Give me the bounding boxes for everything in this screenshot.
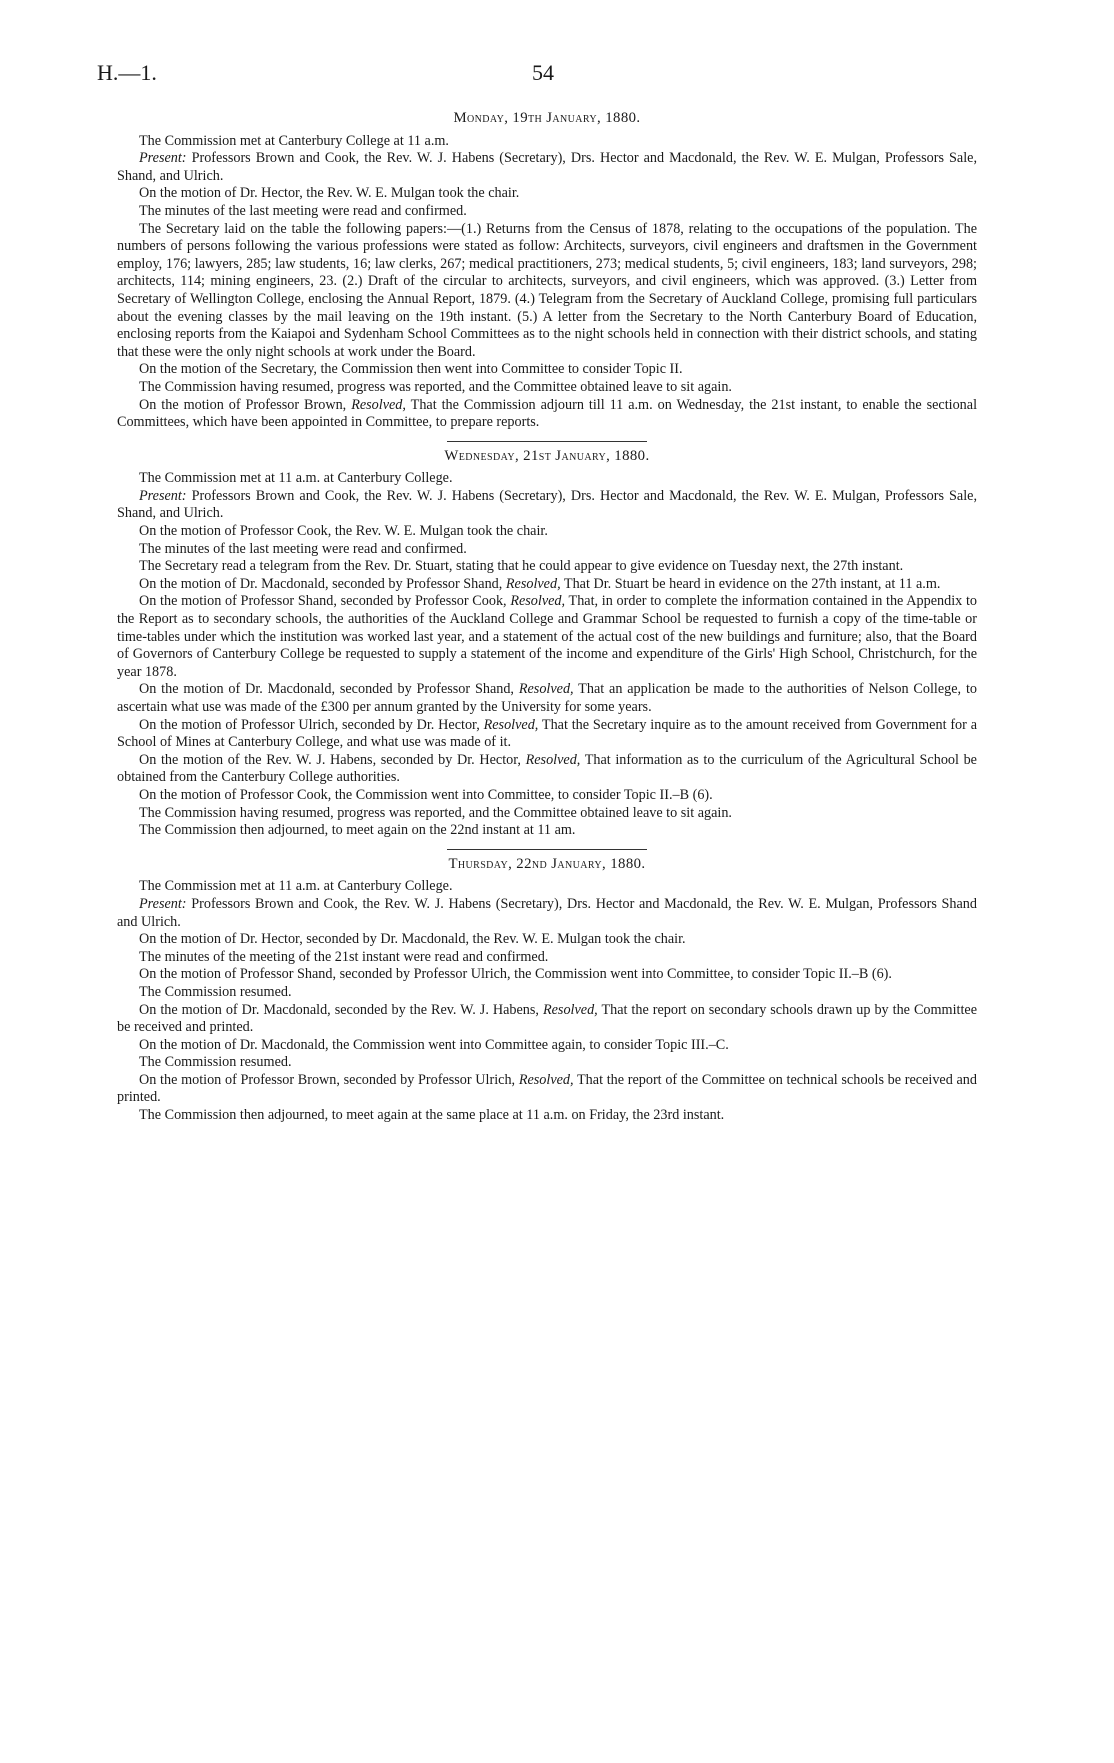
paragraph-text: The Commission resumed. xyxy=(139,1054,292,1071)
paragraph xyxy=(117,541,977,559)
motion-text: On the motion of Professor Ulrich, seconded by Dr. Hector, xyxy=(139,716,484,733)
present-label: Present: xyxy=(139,150,187,167)
paragraph xyxy=(117,185,977,203)
paragraph-text: On the motion of Professor Shand, seconded by Professor Ulrich, the Commission went into Committee, to consider Topic II.–B (6). xyxy=(139,966,892,983)
paragraph-text: On the motion of Dr. Hector, seconded by Dr. Macdonald, the Rev. W. E. Mulgan took the chair. xyxy=(139,931,686,948)
paragraph xyxy=(117,752,977,787)
paragraph xyxy=(117,984,977,1002)
paragraph xyxy=(117,878,977,896)
paragraph-text: That information as to the curriculum of the Agricultural School be obtained from the Canterbury College authorities. xyxy=(117,751,977,786)
paragraph xyxy=(117,931,977,949)
paragraph-text: On the motion of the Secretary, the Commission then went into Committee to consider Topic II. xyxy=(139,361,683,378)
paragraph xyxy=(117,133,977,151)
resolved-label: Resolved, xyxy=(505,575,561,592)
paragraph xyxy=(117,966,977,984)
paragraph xyxy=(117,361,977,379)
paragraph-text: That, in order to complete the information contained in the Appendix to the Report as to secondary schools, the authorities of the Auckland College and Grammar School be requested to furnish a copy of the time-table or time-tables under which the institution was worked last year, and a statement of the actual cost of the new buildings and furniture; also, that the Board of Governors of Canterbury College be requested to supply a statement of the income and expenditure of the Girls' High School, Christchurch, for the year 1878. xyxy=(117,593,977,680)
paragraph xyxy=(117,787,977,805)
paragraph xyxy=(117,379,977,397)
paragraph xyxy=(117,150,977,185)
paragraph xyxy=(117,397,977,432)
paragraph-text: The Commission then adjourned, to meet again at the same place at 11 a.m. on Friday, the 23rd instant. xyxy=(139,1107,725,1124)
paragraph-text: The Commission met at Canterbury College at 11 a.m. xyxy=(139,132,449,149)
paragraph xyxy=(117,203,977,221)
paragraph-text: The minutes of the last meeting were read and confirmed. xyxy=(139,540,467,557)
document-body xyxy=(117,106,977,1125)
paragraph-text: The Secretary read a telegram from the Rev. Dr. Stuart, stating that he could appear to give evidence on Tuesday next, the 27th instant. xyxy=(139,558,904,575)
paragraph xyxy=(117,558,977,576)
present-label: Present: xyxy=(139,487,187,504)
resolved-label: Resolved, xyxy=(518,681,574,698)
motion-text: On the motion of Professor Shand, seconded by Professor Cook, xyxy=(139,593,511,610)
motion-text: On the motion of Dr. Macdonald, seconded by Professor Shand, xyxy=(139,575,506,592)
motion-text: On the motion of Dr. Macdonald, seconded by Professor Shand, xyxy=(139,681,519,698)
section-title: Wednesday, 21st January, 1880. xyxy=(444,447,650,464)
paragraph-text: That the Commission adjourn till 11 a.m. on Wednesday, the 21st instant, to enable the sectional Committees, which have been appointed in Committee, to prepare reports. xyxy=(117,396,978,431)
paragraph-text: The Secretary laid on the table the following papers:—(1.) Returns from the Census of 1878, relating to the occupations of the population. The numbers of persons following the various professions were stated as follow: Architects, surveyors, civil engineers and draftsmen in the Government employ, 176; lawyers, 285; law students, 16; law clerks, 267; medical practitioners, 273; medical students, 5; civil engineers, 183; land surveyors, 298; architects, 114; mining engineers, 23. (2.) Draft of the circular to architects, surveyors, and civil engineers, which was approved. (3.) Letter from Secretary of Wellington College, enclosing the Annual Report, 1879. (4.) Telegram from the Secretary of Auckland College, promising full particulars about the evening classes by the mail leaving on the 19th instant. (5.) A letter from the Secretary to the North Canterbury Board of Education, enclosing reports from the Kaiapoi and Sydenham School Committees as to the night schools held in connection with their district schools, and stating that these were the only night schools at work under the Board. xyxy=(117,220,977,360)
paragraph-text: That Dr. Stuart be heard in evidence on the 27th instant, at 11 a.m. xyxy=(560,575,941,592)
document-code: H.—1. xyxy=(97,60,157,85)
motion-text: On the motion of Professor Brown, xyxy=(139,396,352,413)
paragraph-text: On the motion of Professor Cook, the Commission went into Committee, to consider Topic II.–B (6). xyxy=(139,786,713,803)
motion-text: On the motion of Dr. Macdonald, seconded by the Rev. W. J. Habens, xyxy=(139,1001,543,1018)
paragraph xyxy=(117,949,977,967)
paragraph xyxy=(117,593,977,681)
paragraph xyxy=(117,576,977,594)
paragraph xyxy=(117,470,977,488)
paragraph-text: The minutes of the last meeting were read and confirmed. xyxy=(139,202,467,219)
motion-text: On the motion of the Rev. W. J. Habens, seconded by Dr. Hector, xyxy=(139,751,526,768)
paragraph xyxy=(117,1072,977,1107)
paragraph xyxy=(117,896,977,931)
paragraph-text: The Commission having resumed, progress was reported, and the Committee obtained leave to sit again. xyxy=(139,378,732,395)
resolved-label: Resolved, xyxy=(483,716,539,733)
paragraph-text: The minutes of the meeting of the 21st instant were read and confirmed. xyxy=(139,948,549,965)
paragraph xyxy=(117,523,977,541)
paragraph-text: Professors Brown and Cook, the Rev. W. J. Habens (Secretary), Drs. Hector and Macdonald, the Rev. W. E. Mulgan, Professors Shand and Ulrich. xyxy=(117,895,977,930)
paragraph-text: Professors Brown and Cook, the Rev. W. J. Habens (Secretary), Drs. Hector and Macdonald, the Rev. W. E. Mulgan, Professors Sale, Shand, and Ulrich. xyxy=(117,150,977,184)
paragraph xyxy=(117,221,977,362)
paragraph-text: That an application be made to the authorities of Nelson College, to ascertain what use was made of the £300 per annum granted by the University for some years. xyxy=(117,681,977,715)
paragraph-text: The Commission having resumed, progress was reported, and the Committee obtained leave to sit again. xyxy=(139,804,732,821)
paragraph-text: Professors Brown and Cook, the Rev. W. J. Habens (Secretary), Drs. Hector and Macdonald, the Rev. W. E. Mulgan, Professors Sale, Shand, and Ulrich. xyxy=(117,487,977,522)
section-title: Monday, 19th January, 1880. xyxy=(453,110,641,126)
paragraph xyxy=(117,717,977,752)
paragraph xyxy=(117,1107,977,1125)
paragraph-text: On the motion of Dr. Macdonald, the Commission went into Committee again, to consider Topic III.–C. xyxy=(139,1036,729,1053)
paragraph-text: On the motion of Professor Cook, the Rev. W. E. Mulgan took the chair. xyxy=(139,523,548,540)
paragraph xyxy=(117,1054,977,1072)
resolved-label: Resolved, xyxy=(351,396,406,413)
page-number: 54 xyxy=(532,60,554,85)
present-label: Present: xyxy=(139,895,187,912)
paragraph-text: The Commission resumed. xyxy=(139,983,292,1000)
paragraph xyxy=(117,1037,977,1055)
section-divider xyxy=(447,441,647,442)
paragraph-text: The Commission then adjourned, to meet again on the 22nd instant at 11 am. xyxy=(139,822,576,839)
paragraph-text: The Commission met at 11 a.m. at Canterbury College. xyxy=(139,878,453,895)
resolved-label: Resolved, xyxy=(518,1071,574,1088)
paragraph xyxy=(117,822,977,840)
resolved-label: Resolved, xyxy=(542,1001,598,1018)
paragraph-text: That the report of the Committee on technical schools be received and printed. xyxy=(117,1071,977,1106)
paragraph-text: That the Secretary inquire as to the amount received from Government for a School of Mines at Canterbury College, and what use was made of it. xyxy=(117,716,977,751)
paragraph xyxy=(117,1002,977,1037)
paragraph-text: On the motion of Dr. Hector, the Rev. W. E. Mulgan took the chair. xyxy=(139,185,520,202)
paragraph xyxy=(117,805,977,823)
paragraph xyxy=(117,488,977,523)
paragraph-text: The Commission met at 11 a.m. at Canterbury College. xyxy=(139,470,453,487)
paragraph xyxy=(117,681,977,716)
resolved-label: Resolved, xyxy=(510,593,566,610)
section-divider xyxy=(447,849,647,850)
paragraph-text: That the report on secondary schools drawn up by the Committee be received and printed. xyxy=(117,1001,977,1036)
motion-text: On the motion of Professor Brown, seconded by Professor Ulrich, xyxy=(139,1071,519,1088)
resolved-label: Resolved, xyxy=(525,751,581,768)
section-title: Thursday, 22nd January, 1880. xyxy=(448,855,646,872)
